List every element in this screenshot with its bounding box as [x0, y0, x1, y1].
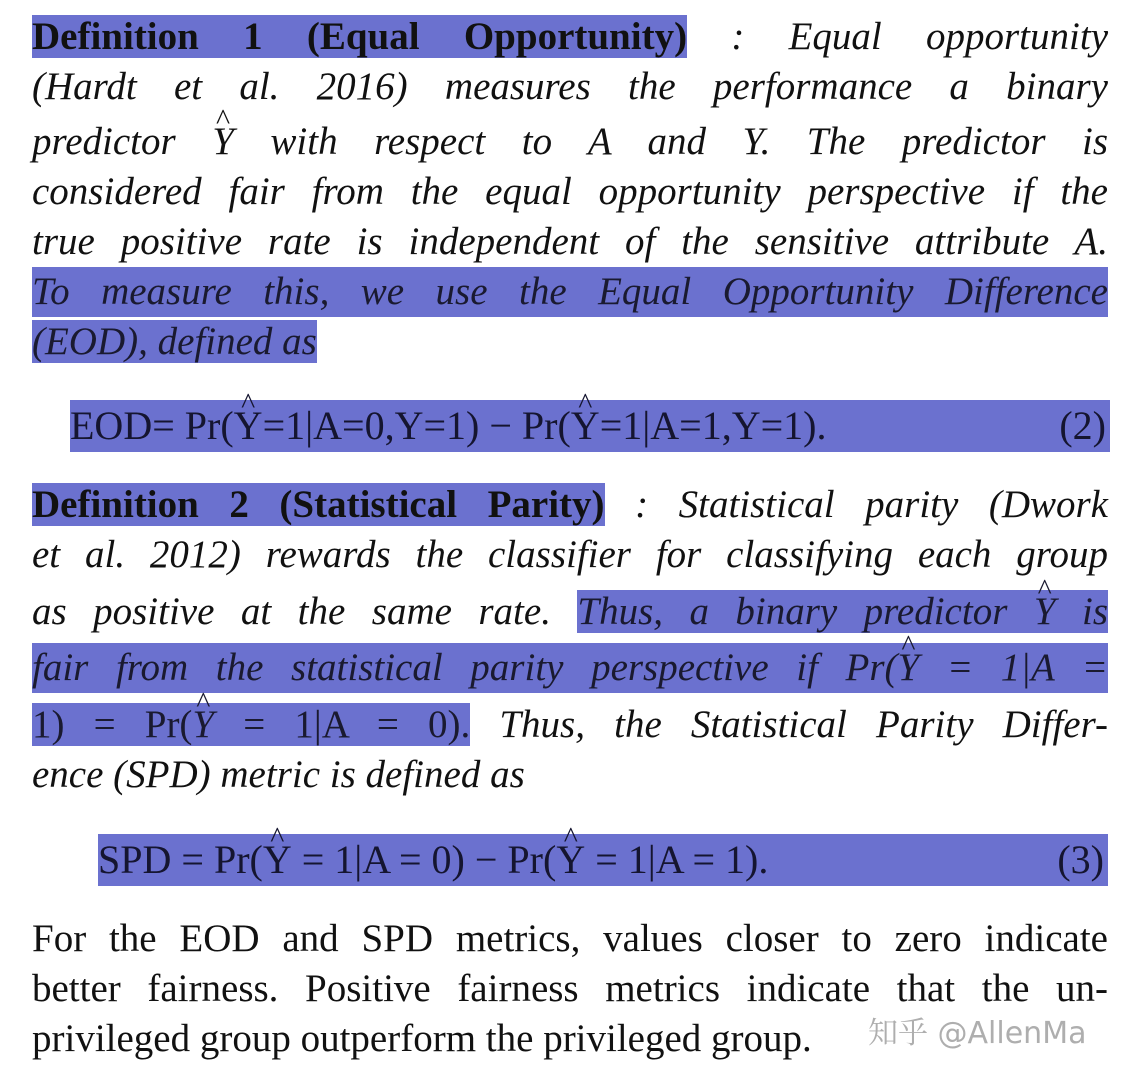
eq3-lhs: SPD — [98, 837, 172, 882]
def2-line-4 — [32, 643, 1108, 693]
def2-line-1 — [32, 480, 1108, 530]
def2-line-5 — [32, 700, 1108, 750]
eq2-eq: = Pr( — [152, 403, 234, 448]
def1-line-1 — [32, 12, 1108, 62]
def1-line-3 — [32, 117, 1108, 167]
eq3-number: (3) — [1057, 837, 1104, 882]
equation-2 — [70, 400, 1110, 452]
def2-line-3-a: as positive at the same rate. — [32, 590, 578, 633]
para-line-1: For the EOD and SPD metrics, values closer to zero indicate — [32, 917, 1108, 960]
def1-line-5: true positive rate is independent of the sensitive attribute A. — [32, 220, 1108, 263]
eq2-y-hat-1: ^ Y — [234, 400, 263, 452]
def1-line-7-text: (EOD), defined as — [32, 320, 317, 363]
watermark: 知乎 @AllenMa — [868, 1016, 1087, 1051]
def1-line-3-b: with respect to A and Y. The predictor is — [233, 120, 1108, 163]
eq2-number: (2) — [1059, 403, 1106, 448]
def2-line-3-hl — [577, 590, 1108, 633]
def2-y-hat-3: ^ Y — [192, 700, 214, 750]
eq3-mid-2: = 1|A = 1). — [585, 837, 769, 882]
def2-line-3 — [32, 587, 1108, 637]
equation-3 — [98, 834, 1108, 886]
eq3-y-hat-2: ^ Y — [556, 834, 585, 886]
y-hat-symbol: ^ Y — [212, 117, 234, 167]
def1-line-6: To measure this, we use the Equal Opportunity Difference — [32, 267, 1108, 317]
def2-line-4-text: fair from the statistical parity perspective if Pr( — [32, 646, 898, 689]
eq2-mid-2: =1|A=1,Y=1). — [599, 403, 827, 448]
def1-line-2: (Hardt et al. 2016) measures the performance a binary — [32, 65, 1108, 108]
para-line-3: privileged group outperform the privileged group. — [32, 1017, 812, 1060]
eq3-y-hat-1: ^ Y — [263, 834, 292, 886]
def2-line-5-hl-a: 1) = Pr( — [32, 703, 193, 746]
eq3-eq: = Pr( — [171, 837, 263, 882]
def1-line-4: considered fair from the equal opportunity perspective if the — [32, 170, 1108, 213]
def2-line-2: et al. 2012) rewards the classifier for classifying each group — [32, 533, 1108, 576]
def2-heading: Definition 2 (Statistical Parity) — [32, 483, 605, 526]
def2-line-3-hl-text: Thus, a binary predictor — [577, 590, 1034, 633]
def1-line-3-a: predictor — [32, 120, 213, 163]
def2-line-3-b: is — [1055, 590, 1109, 633]
def2-line-5-hl — [32, 703, 470, 746]
para-line-2: better fairness. Positive fairness metrics indicate that the un- — [32, 967, 1108, 1010]
def2-line-1-text: : Statistical parity (Dwork — [635, 483, 1108, 526]
def1-line-1-text: : Equal opportunity — [731, 15, 1108, 58]
def2-y-hat-2: ^ Y — [898, 643, 920, 693]
eq3-mid-1: = 1|A = 0) − Pr( — [291, 837, 557, 882]
def1-line-7 — [32, 317, 1108, 367]
eq2-y-hat-2: ^ Y — [571, 400, 600, 452]
def2-line-5-hl-b: = 1|A = 0). — [214, 703, 471, 746]
eq2-mid-1: =1|A=0,Y=1) − Pr( — [262, 403, 571, 448]
eq2-lhs: EOD — [70, 403, 153, 448]
def1-heading: Definition 1 (Equal Opportunity) — [32, 15, 688, 58]
def2-line-5-rest: Thus, the Statistical Parity Differ- — [470, 703, 1109, 746]
def2-y-hat-1: ^ Y — [1034, 587, 1056, 637]
def2-line-6: ence (SPD) metric is defined as — [32, 753, 525, 796]
def2-line-4-b: = 1|A = — [919, 646, 1108, 689]
